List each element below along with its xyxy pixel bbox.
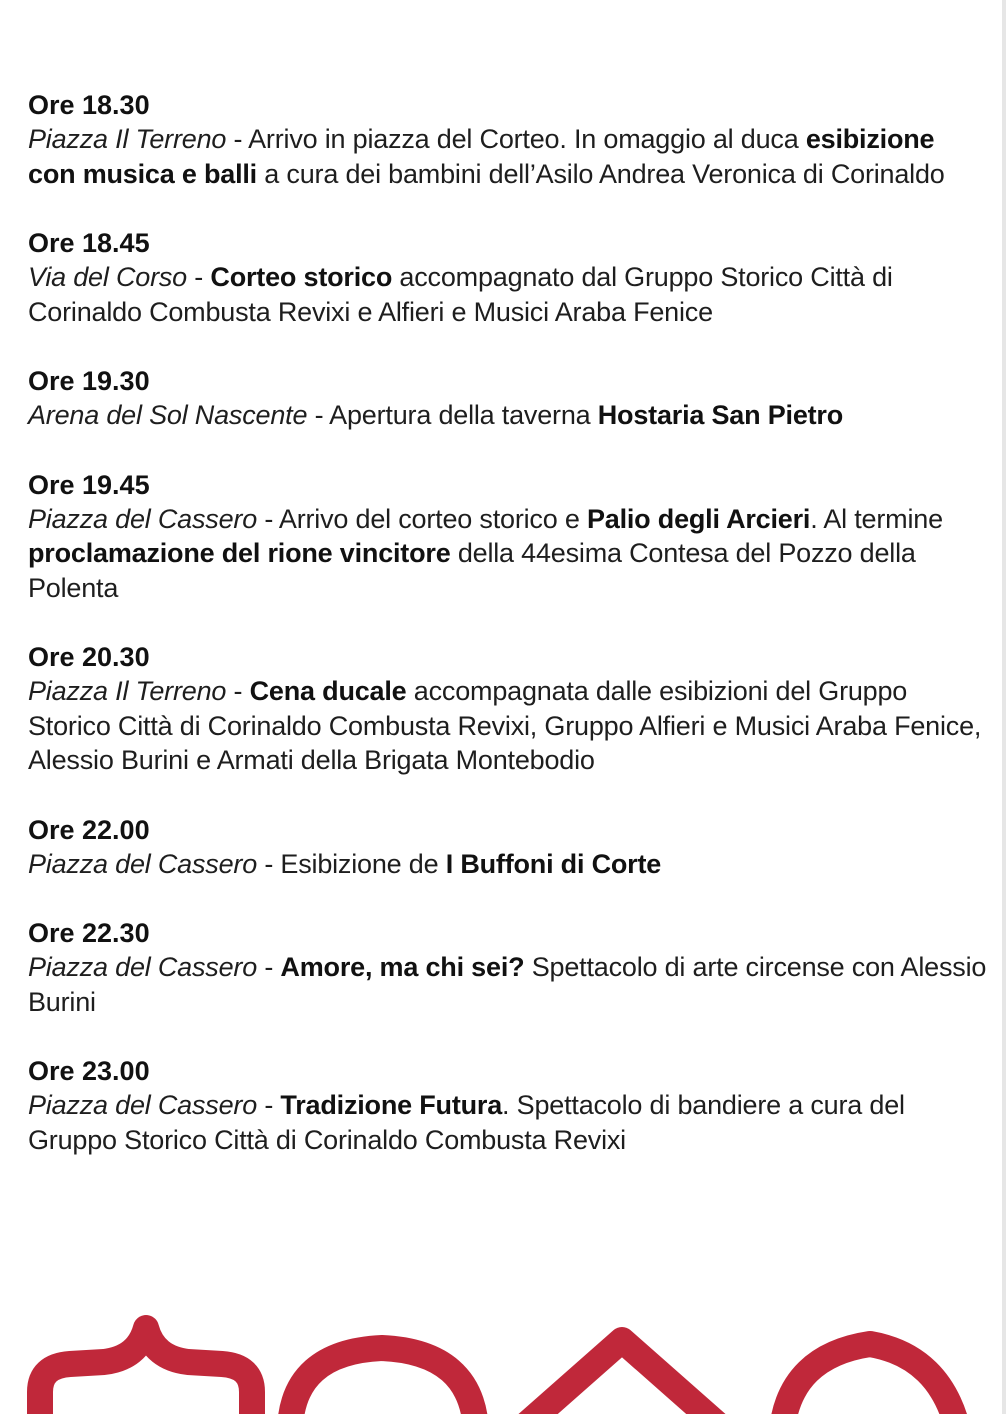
description-text: - [187,262,211,292]
event-item [28,640,988,778]
description-text: - Arrivo del corteo storico e [257,503,587,534]
event-place: Arena del Sol Nascente [28,400,308,430]
event-time: Ore 18.30 [28,90,150,120]
event-time: Ore 22.00 [28,814,150,845]
highlight-text: Tradizione Futura [280,1090,503,1120]
event-place: Piazza del Cassero [28,952,258,982]
highlight-text: Hostaria San Pietro [597,400,844,430]
highlight-text: Corteo storico [210,262,393,292]
description-text: - [226,676,250,706]
event-place: Piazza del Cassero [28,848,258,879]
description-text: della 44esima Contesa del Pozzo della Polenta [28,538,916,603]
description-text: Spettacolo di arte circense con Alessio Burini [28,952,987,1017]
event-item [28,916,988,1019]
event-time: Ore 20.30 [28,642,150,672]
event-item [28,88,988,191]
event-item [28,226,988,329]
highlight-text: proclamazione del rione vincitore [28,538,451,568]
event-time: Ore 19.45 [28,469,150,500]
round-arch-shape [290,1348,476,1414]
event-time: Ore 23.00 [28,1056,150,1086]
highlight-text: esibizione con musica e balli [28,124,935,189]
description-text: - Arrivo in piazza del Corteo. In omaggio al duca [226,124,806,154]
page-edge-shadow [1002,0,1006,1414]
event-place: Piazza del Cassero [28,503,258,534]
event-place: Piazza Il Terreno [28,124,227,154]
event-time: Ore 18.45 [28,228,150,258]
ornate-arch-shape [40,1328,252,1414]
event-description [28,260,988,329]
event-time: Ore 19.30 [28,366,150,396]
event-description [28,674,988,778]
highlight-text: Cena ducale [249,676,407,706]
ogee-arch-shape [782,1344,958,1414]
pointed-arch-shape [520,1340,724,1414]
event-program [28,88,988,1157]
description-text: a cura dei bambini dell’Asilo Andrea Veronica di Corinaldo [257,158,945,189]
event-place: Via del Corso [28,262,187,292]
description-text: accompagnato dal Gruppo Storico Città di Corinaldo Combusta Revixi e Alfieri e Musici Araba Fenice [28,262,893,327]
description-text: accompagnata dalle esibizioni del Gruppo Storico Città di Corinaldo Combusta Revixi, Gruppo Alfieri e Musici Araba Fenice, Alessio Burini e Armati della Brigata Montebodio [28,676,982,775]
event-description [28,1088,988,1157]
description-text: - [257,1090,281,1120]
event-description [28,398,988,433]
event-description [28,847,988,882]
event-item [28,813,988,882]
highlight-text: I Buffoni di Corte [445,848,662,879]
description-text: . Al termine [810,503,943,534]
description-text: . Spettacolo di bandiere a cura del Gruppo Storico Città di Corinaldo Combusta Revixi [28,1090,905,1155]
highlight-text: Palio degli Arcieri [586,503,811,534]
event-place: Piazza del Cassero [28,1090,258,1120]
description-text: - Esibizione de [257,848,446,879]
event-place: Piazza Il Terreno [28,676,227,706]
event-time: Ore 22.30 [28,918,150,948]
description-text: - [257,952,281,982]
highlight-text: Amore, ma chi sei? [280,952,525,982]
event-description [28,122,988,191]
event-description [28,950,988,1019]
event-item [28,364,988,433]
event-item [28,468,988,606]
decorative-arches [0,1300,1006,1414]
event-description [28,502,988,606]
event-item [28,1054,988,1157]
description-text: - Apertura della taverna [307,400,598,430]
